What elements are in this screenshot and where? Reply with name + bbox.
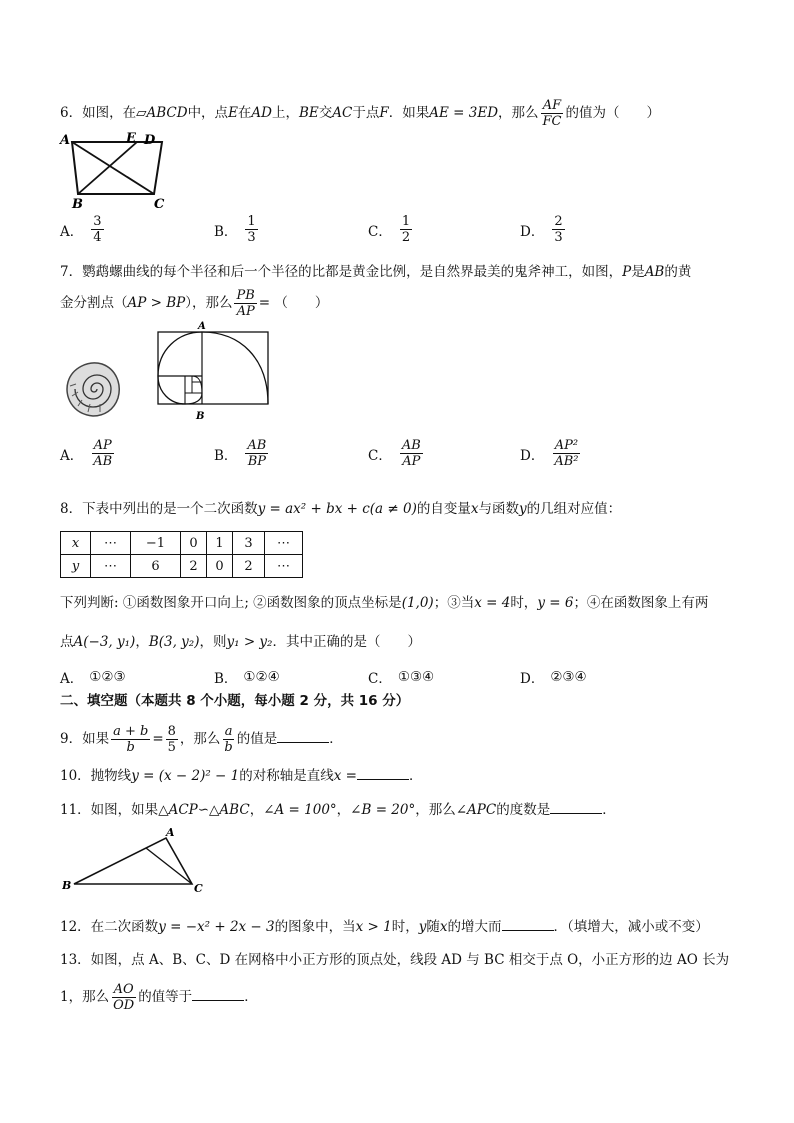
q10-answer-blank[interactable] bbox=[357, 766, 409, 780]
q8-points: 点A(−3, y₁)，B(3, y₂)，则y₁ > y₂．其中正确的是（ ） bbox=[60, 634, 421, 650]
q7-fraction: $\frac{PB}{AP}$ bbox=[236, 288, 255, 319]
q11-label-A: A bbox=[166, 826, 175, 839]
q7-option-a[interactable]: A． $\frac{AP}{AB}$ bbox=[60, 438, 113, 469]
table-cell: 2 bbox=[181, 555, 207, 578]
q13-line2: 1，那么 $\frac{AO}{OD}$ 的值等于 ． bbox=[60, 982, 258, 1013]
q6-label-A: A bbox=[60, 133, 71, 148]
q11-label-B: B bbox=[62, 879, 72, 892]
q9-answer-blank[interactable] bbox=[277, 729, 329, 743]
q8-value-table bbox=[60, 531, 303, 578]
table-cell: ⋯ bbox=[265, 555, 303, 578]
q6-option-d[interactable]: D． $\frac{2}{3}$ bbox=[520, 214, 563, 245]
table-row bbox=[61, 555, 303, 578]
table-cell: 3 bbox=[233, 532, 265, 555]
q12-answer-blank[interactable] bbox=[502, 917, 554, 931]
table-cell: 6 bbox=[131, 555, 181, 578]
q6-label-E: E bbox=[126, 131, 136, 146]
q8-stem: 8．下表中列出的是一个二次函数y = ax² + bx + c(a ≠ 0)的自变量x与函数y的几组对应值： bbox=[60, 501, 622, 517]
table-cell: 2 bbox=[233, 555, 265, 578]
q11-label-C: C bbox=[194, 882, 203, 895]
q7-option-c[interactable]: C． $\frac{AB}{AP}$ bbox=[368, 438, 421, 469]
q13-line1: 13．如图，点 A、B、C、D 在网格中小正方形的顶点处，线段 AD 与 BC 相交于点 O，小正方形的边 AO 长为 bbox=[60, 952, 730, 968]
q6-label-D: D bbox=[144, 133, 156, 148]
q7-label-A: A bbox=[198, 321, 206, 332]
table-cell: 0 bbox=[181, 532, 207, 555]
table-cell: x bbox=[61, 532, 91, 555]
table-cell: ⋯ bbox=[265, 532, 303, 555]
q7-option-d[interactable]: D． $\frac{\text{AP²}}{\text{AB²}}$ bbox=[520, 438, 579, 469]
q6-option-c[interactable]: C． $\frac{1}{2}$ bbox=[368, 214, 411, 245]
q9: 9．如果 $\frac{a + b}{b}$ = $\frac{8}{5}$ ，那么 $\frac{a}{b}$ 的值是 ． bbox=[60, 724, 343, 755]
table-row bbox=[61, 532, 303, 555]
section-2-heading: 二、填空题（本题共 8 个小题，每小题 2 分，共 16 分） bbox=[60, 693, 410, 709]
table-cell: −1 bbox=[131, 532, 181, 555]
q7-stem-line1: 7．鹦鹉螺曲线的每个半径和后一个半径的比都是黄金比例，是自然界最美的鬼斧神工，如图，P是AB的黄 bbox=[60, 264, 692, 280]
q7-golden-spiral-figure bbox=[150, 318, 274, 424]
q8-option-d[interactable]: D． ②③④ bbox=[520, 669, 587, 687]
q11-answer-blank[interactable] bbox=[550, 800, 602, 814]
q10: 10．抛物线y = (x − 2)² − 1的对称轴是直线x = ． bbox=[60, 768, 423, 784]
q11: 11．如图，如果△ACP∽△ABC，∠A = 100°，∠B = 20°，那么∠APC的度数是 ． bbox=[60, 802, 616, 818]
table-cell: 1 bbox=[207, 532, 233, 555]
q6-label-B: B bbox=[72, 197, 83, 210]
q8-option-a[interactable]: A． ①②③ bbox=[60, 669, 126, 687]
table-cell: ⋯ bbox=[91, 555, 131, 578]
q8-option-c[interactable]: C． ①③④ bbox=[368, 669, 435, 687]
q6-label-C: C bbox=[154, 197, 165, 210]
q6-parallelogram-figure bbox=[58, 130, 178, 210]
nautilus-shell-image bbox=[60, 356, 126, 422]
q6-fraction: $\frac{AF}{FC}$ bbox=[542, 98, 562, 129]
q12: 12．在二次函数y = −x² + 2x − 3的图象中，当x > 1时，y随x的增大而 ．（填增大，减小或不变） bbox=[60, 919, 709, 935]
q11-triangle-figure bbox=[62, 826, 212, 896]
table-cell: ⋯ bbox=[91, 532, 131, 555]
q8-option-b[interactable]: B． ①②④ bbox=[214, 669, 280, 687]
q7-label-B: B bbox=[196, 411, 205, 422]
q6-option-a[interactable]: A． $\frac{3}{4}$ bbox=[60, 214, 102, 245]
q8-judgements: 下列判断: ①函数图象开口向上; ②函数图象的顶点坐标是(1,0)；③当x = 4时，y = 6；④在函数图象上有两 bbox=[60, 595, 709, 611]
q6-option-b[interactable]: B． $\frac{1}{3}$ bbox=[214, 214, 256, 245]
q7-option-b[interactable]: B． $\frac{AB}{BP}$ bbox=[214, 438, 267, 469]
q6-stem: 6．如图，在▱ABCD中，点E在AD上，BE交AC于点F．如果AE = 3ED，那么 $\frac{AF}{FC}$ 的值为（ ） bbox=[60, 98, 660, 129]
table-cell: y bbox=[61, 555, 91, 578]
q7-stem-line2: 金分割点（AP > BP），那么 $\frac{PB}{AP}$ = （ ） bbox=[60, 288, 329, 319]
q13-answer-blank[interactable] bbox=[192, 987, 244, 1001]
table-cell: 0 bbox=[207, 555, 233, 578]
